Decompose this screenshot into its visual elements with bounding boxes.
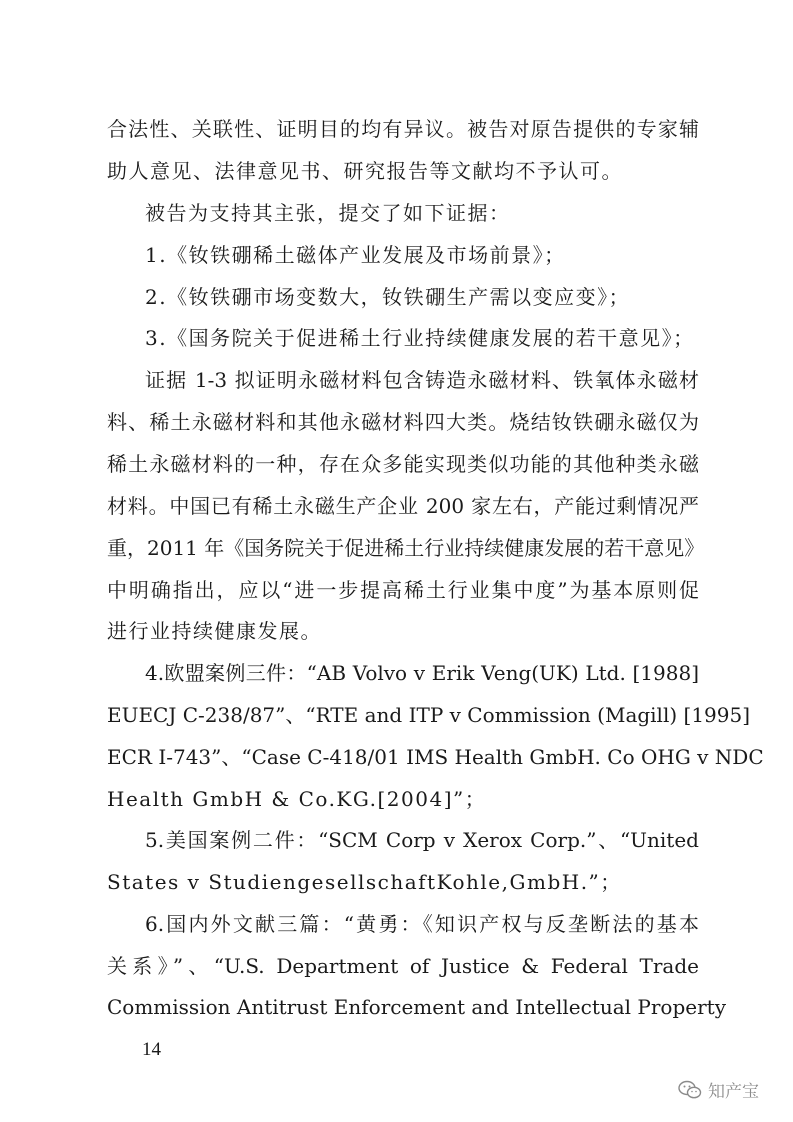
text-line: 稀土永磁材料的一种，存在众多能实现类似功能的其他种类永磁	[107, 452, 699, 476]
text-line: 合法性、关联性、证明目的均有异议。被告对原告提供的专家辅	[107, 117, 699, 141]
text-line: ECR I-743”、“Case C-418/01 IMS Health GmbH. Co OHG v NDC	[107, 745, 764, 769]
text-line: 关系》”、“U.S. Department of Justice & Federal Trade	[107, 954, 699, 978]
watermark-text: 知产宝	[708, 1082, 759, 1102]
text-line: 助人意见、法律意见书、研究报告等文献均不予认可。	[107, 159, 623, 183]
text-line: 4.欧盟案例三件：“AB Volvo v Erik Veng(UK) Ltd. [1988]	[145, 661, 699, 685]
text-line: 证据 1-3 拟证明永磁材料包含铸造永磁材料、铁氧体永磁材	[145, 368, 699, 392]
text-line: 料、稀土永磁材料和其他永磁材料四大类。烧结钕铁硼永磁仅为	[107, 410, 699, 434]
text-line: EUECJ C-238/87”、“RTE and ITP v Commission (Magill) [1995]	[107, 703, 751, 727]
text-line: 进行业持续健康发展。	[107, 619, 322, 643]
text-line: States v StudiengesellschaftKohle,GmbH.”；	[107, 870, 622, 894]
text-line: 材料。中国已有稀土永磁生产企业 200 家左右，产能过剩情况严	[107, 494, 699, 518]
text-line: 3.《国务院关于促进稀土行业持续健康发展的若干意见》；	[145, 326, 695, 350]
text-line: 2.《钕铁硼市场变数大，钕铁硼生产需以变应变》；	[145, 285, 631, 309]
watermark	[678, 1077, 759, 1102]
page-number: 14	[142, 1039, 161, 1060]
text-line: 1.《钕铁硼稀土磁体产业发展及市场前景》；	[145, 243, 566, 267]
text-line: Health GmbH & Co.KG.[2004]”；	[107, 787, 487, 811]
text-line: 中明确指出，应以“进一步提高稀土行业集中度”为基本原则促	[107, 578, 699, 602]
text-line: 5.美国案例二件：“SCM Corp v Xerox Corp.”、“United	[145, 828, 699, 852]
text-line: 重，2011 年《国务院关于促进稀土行业持续健康发展的若干意见》	[107, 536, 705, 560]
text-line: 6.国内外文献三篇：“黄勇：《知识产权与反垄断法的基本	[145, 912, 699, 936]
wechat-icon	[678, 1080, 702, 1100]
text-line: 被告为支持其主张，提交了如下证据：	[145, 201, 511, 225]
text-line: Commission Antitrust Enforcement and Intellectual Property	[107, 995, 727, 1019]
